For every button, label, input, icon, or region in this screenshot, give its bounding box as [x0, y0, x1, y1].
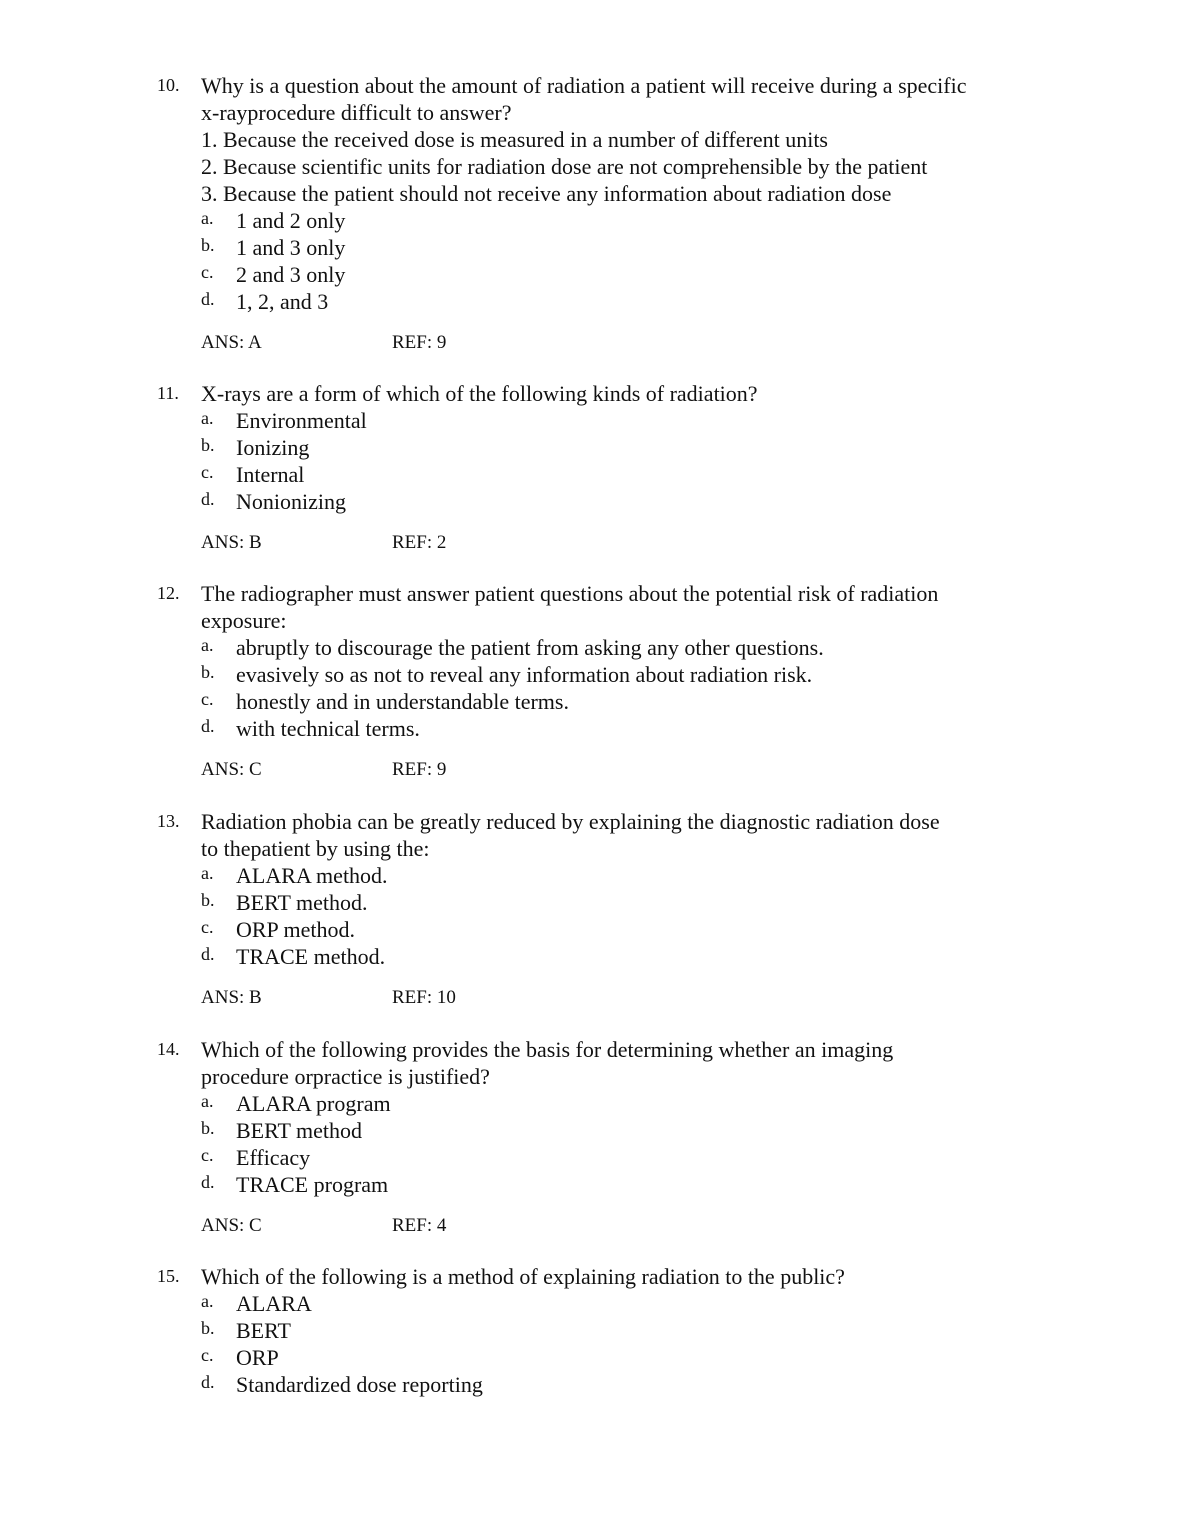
option-letter: d. [201, 944, 215, 964]
option-text: ALARA program [236, 1091, 391, 1116]
question-text: The radiographer must answer patient questions about the potential risk of radiation [201, 581, 939, 606]
question-line [0, 380, 1190, 407]
question-block [0, 1036, 1190, 1239]
question-text: Radiation phobia can be greatly reduced by explaining the diagnostic radiation dose [201, 809, 940, 834]
question-line [0, 1036, 1190, 1063]
option-text: Efficacy [236, 1145, 311, 1170]
option-letter: a. [201, 408, 214, 428]
answer-option [0, 407, 1190, 434]
answer-key-line [0, 529, 1190, 556]
option-text: with technical terms. [236, 716, 420, 741]
option-text: 2 and 3 only [236, 262, 346, 287]
option-text: Nonionizing [236, 489, 346, 514]
option-letter: b. [201, 1318, 215, 1338]
answer-key: ANS: C [201, 759, 262, 780]
question-line [0, 99, 1190, 126]
question-line [0, 126, 1190, 153]
option-text: BERT method. [236, 890, 368, 915]
option-letter: a. [201, 1091, 214, 1111]
answer-option [0, 1090, 1190, 1117]
question-text: 3. Because the patient should not receive any information about radiation dose [201, 181, 892, 206]
option-letter: c. [201, 1345, 214, 1365]
question-line [0, 72, 1190, 99]
question-block [0, 380, 1190, 556]
answer-option [0, 207, 1190, 234]
answer-key: ANS: C [201, 1215, 262, 1236]
question-number: 10. [157, 75, 180, 95]
option-letter: b. [201, 662, 215, 682]
option-text: ORP [236, 1345, 279, 1370]
option-letter: a. [201, 635, 214, 655]
option-text: ALARA [236, 1291, 312, 1316]
option-text: Environmental [236, 408, 367, 433]
question-block [0, 808, 1190, 1011]
question-text: 2. Because scientific units for radiation dose are not comprehensible by the patient [201, 154, 928, 179]
option-text: evasively so as not to reveal any information about radiation risk. [236, 662, 813, 687]
option-text: 1 and 3 only [236, 235, 346, 260]
answer-key: ANS: B [201, 532, 262, 553]
option-text: 1 and 2 only [236, 208, 346, 233]
question-text: Which of the following provides the basis for determining whether an imaging [201, 1037, 894, 1062]
option-text: BERT method [236, 1118, 362, 1143]
question-number: 12. [157, 583, 180, 603]
answer-option [0, 461, 1190, 488]
option-letter: d. [201, 1372, 215, 1392]
answer-option [0, 261, 1190, 288]
option-text: TRACE program [236, 1172, 389, 1197]
option-text: 1, 2, and 3 [236, 289, 329, 314]
question-line [0, 607, 1190, 634]
option-text: honestly and in understandable terms. [236, 689, 569, 714]
question-number: 11. [157, 383, 179, 403]
answer-option [0, 943, 1190, 970]
option-letter: c. [201, 462, 214, 482]
reference: REF: 10 [392, 987, 456, 1008]
question-block [0, 72, 1190, 356]
question-text: exposure: [201, 608, 287, 633]
option-letter: c. [201, 262, 214, 282]
option-letter: b. [201, 1118, 215, 1138]
answer-key: ANS: B [201, 987, 262, 1008]
reference: REF: 9 [392, 759, 447, 780]
answer-option [0, 1371, 1190, 1398]
option-letter: c. [201, 1145, 214, 1165]
answer-key-line [0, 1212, 1190, 1239]
answer-key-line [0, 984, 1190, 1011]
question-line [0, 180, 1190, 207]
question-number: 13. [157, 811, 180, 831]
question-text: x-rayprocedure difficult to answer? [201, 100, 512, 125]
option-letter: d. [201, 716, 215, 736]
answer-option [0, 916, 1190, 943]
option-letter: c. [201, 689, 214, 709]
option-text: Ionizing [236, 435, 310, 460]
option-text: Standardized dose reporting [236, 1372, 483, 1397]
option-text: BERT [236, 1318, 291, 1343]
question-line [0, 1063, 1190, 1090]
option-letter: b. [201, 890, 215, 910]
option-letter: b. [201, 235, 215, 255]
question-text: Which of the following is a method of explaining radiation to the public? [201, 1264, 845, 1289]
question-line [0, 580, 1190, 607]
answer-option [0, 889, 1190, 916]
question-text: X-rays are a form of which of the following kinds of radiation? [201, 381, 758, 406]
reference: REF: 4 [392, 1215, 447, 1236]
answer-option [0, 1344, 1190, 1371]
answer-option [0, 288, 1190, 315]
question-number: 15. [157, 1266, 180, 1286]
question-line [0, 153, 1190, 180]
question-text: procedure orpractice is justified? [201, 1064, 490, 1089]
question-line [0, 808, 1190, 835]
question-block [0, 1263, 1190, 1398]
answer-option [0, 488, 1190, 515]
option-letter: a. [201, 208, 214, 228]
option-letter: a. [201, 1291, 214, 1311]
option-text: ALARA method. [236, 863, 388, 888]
option-letter: d. [201, 1172, 215, 1192]
question-line [0, 1263, 1190, 1290]
question-number: 14. [157, 1039, 180, 1059]
reference: REF: 2 [392, 532, 447, 553]
answer-key-line [0, 329, 1190, 356]
option-text: abruptly to discourage the patient from asking any other questions. [236, 635, 824, 660]
answer-option [0, 1171, 1190, 1198]
answer-key-line [0, 756, 1190, 783]
reference: REF: 9 [392, 332, 447, 353]
answer-option [0, 434, 1190, 461]
answer-option [0, 862, 1190, 889]
answer-option [0, 634, 1190, 661]
question-text: to thepatient by using the: [201, 836, 430, 861]
answer-option [0, 1290, 1190, 1317]
option-letter: c. [201, 917, 214, 937]
answer-option [0, 715, 1190, 742]
answer-option [0, 234, 1190, 261]
question-block [0, 580, 1190, 783]
answer-option [0, 1144, 1190, 1171]
option-letter: d. [201, 289, 215, 309]
option-letter: b. [201, 435, 215, 455]
question-text: Why is a question about the amount of radiation a patient will receive during a specific [201, 73, 967, 98]
answer-option [0, 688, 1190, 715]
question-line [0, 835, 1190, 862]
option-letter: d. [201, 489, 215, 509]
answer-option [0, 1317, 1190, 1344]
option-text: ORP method. [236, 917, 355, 942]
option-text: TRACE method. [236, 944, 386, 969]
option-text: Internal [236, 462, 305, 487]
option-letter: a. [201, 863, 214, 883]
answer-key: ANS: A [201, 332, 262, 353]
answer-option [0, 1117, 1190, 1144]
answer-option [0, 661, 1190, 688]
question-text: 1. Because the received dose is measured in a number of different units [201, 127, 828, 152]
